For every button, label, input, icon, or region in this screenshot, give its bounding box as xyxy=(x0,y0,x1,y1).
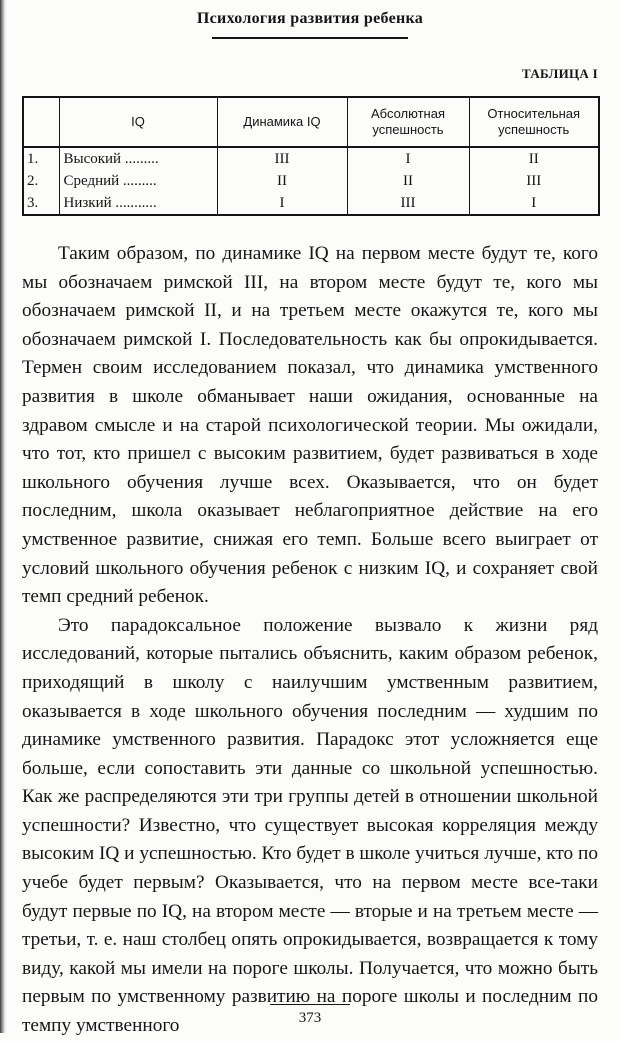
column-header-number xyxy=(23,97,59,147)
row-relative: III xyxy=(469,170,599,192)
table-label: ТАБЛИЦА I xyxy=(522,66,598,81)
body-text xyxy=(22,240,598,1041)
row-iq-level: Низкий ........... xyxy=(59,192,217,215)
footer-rule xyxy=(270,1004,350,1005)
row-number: 1. xyxy=(23,147,59,170)
page-binding-edge xyxy=(0,0,7,1033)
row-iq-level: Средний ......... xyxy=(59,170,217,192)
running-header: Психология развития ребенка xyxy=(196,10,424,27)
table-row xyxy=(23,192,599,215)
row-dynamics: III xyxy=(217,147,347,170)
row-relative: II xyxy=(469,147,599,170)
row-absolute: I xyxy=(347,147,469,170)
table-row xyxy=(23,147,599,170)
header-rule xyxy=(212,37,408,39)
iq-table xyxy=(22,96,600,216)
table-header-row xyxy=(23,97,599,147)
column-header-dynamics: Динамика IQ xyxy=(217,97,347,147)
row-number: 3. xyxy=(23,192,59,215)
row-relative: I xyxy=(469,192,599,215)
row-dynamics: I xyxy=(217,192,347,215)
column-header-absolute: Абсолютная успешность xyxy=(347,97,469,147)
column-header-relative: Относительная успешность xyxy=(469,97,599,147)
row-number: 2. xyxy=(23,170,59,192)
row-iq-level: Высокий ......... xyxy=(59,147,217,170)
row-dynamics: II xyxy=(217,170,347,192)
page-number: 373 xyxy=(298,1010,322,1026)
table-row xyxy=(23,170,599,192)
row-absolute: III xyxy=(347,192,469,215)
column-header-iq: IQ xyxy=(59,97,217,147)
row-absolute: II xyxy=(347,170,469,192)
paragraph: Таким образом, по динамике IQ на первом месте будут те, кого мы обозначаем римской III, на втором месте будут те, кого мы обозначаем римской II, и на третьем месте окажутся те, кого мы обозначаем римской I. Последовательность как бы опрокидывается. Термен своим исследованием показал, что динамика умственного развития в школе обманывает наши ожидания, основанные на здравом смысле и на старой психологической теории. Мы ожидали, что тот, кто пришел с высоким развитием, будет развиваться в ходе школьного обучения лучше всех. Оказывается, что он будет последним, школа оказывает неблагоприятное действие на его умственное развитие, снижая его темп. Больше всего выиграет от условий школьного обучения ребенок с низким IQ, и сохраняет свой темп средний ребенок. xyxy=(22,243,598,608)
paragraph: Это парадоксальное положение вызвало к жизни ряд исследований, которые пытались объяснить, каким образом ребенок, приходящий в школу с наилучшим умственным развитием, оказывается в ходе школьного обучения последним — худшим по динамике умственного развития. Парадокс этот усложняется еще больше, если сопоставить эти данные со школьной успешностью. Как же распределяются эти три группы детей в отношении школьной успешности? Известно, что существует высокая корреляция между высоким IQ и успешностью. Кто будет в школе учиться лучше, кто по учебе будет первым? Оказывается, что на первом месте все-таки будут первые по IQ, на втором месте — вторые и на третьем месте — третьи, т. е. наш столбец опять опрокидывается, возвращается к тому виду, какой мы имели на пороге школы. Получается, что можно быть первым по умственному развитию на пороге школы и последним по темпу умственного xyxy=(22,614,598,1037)
